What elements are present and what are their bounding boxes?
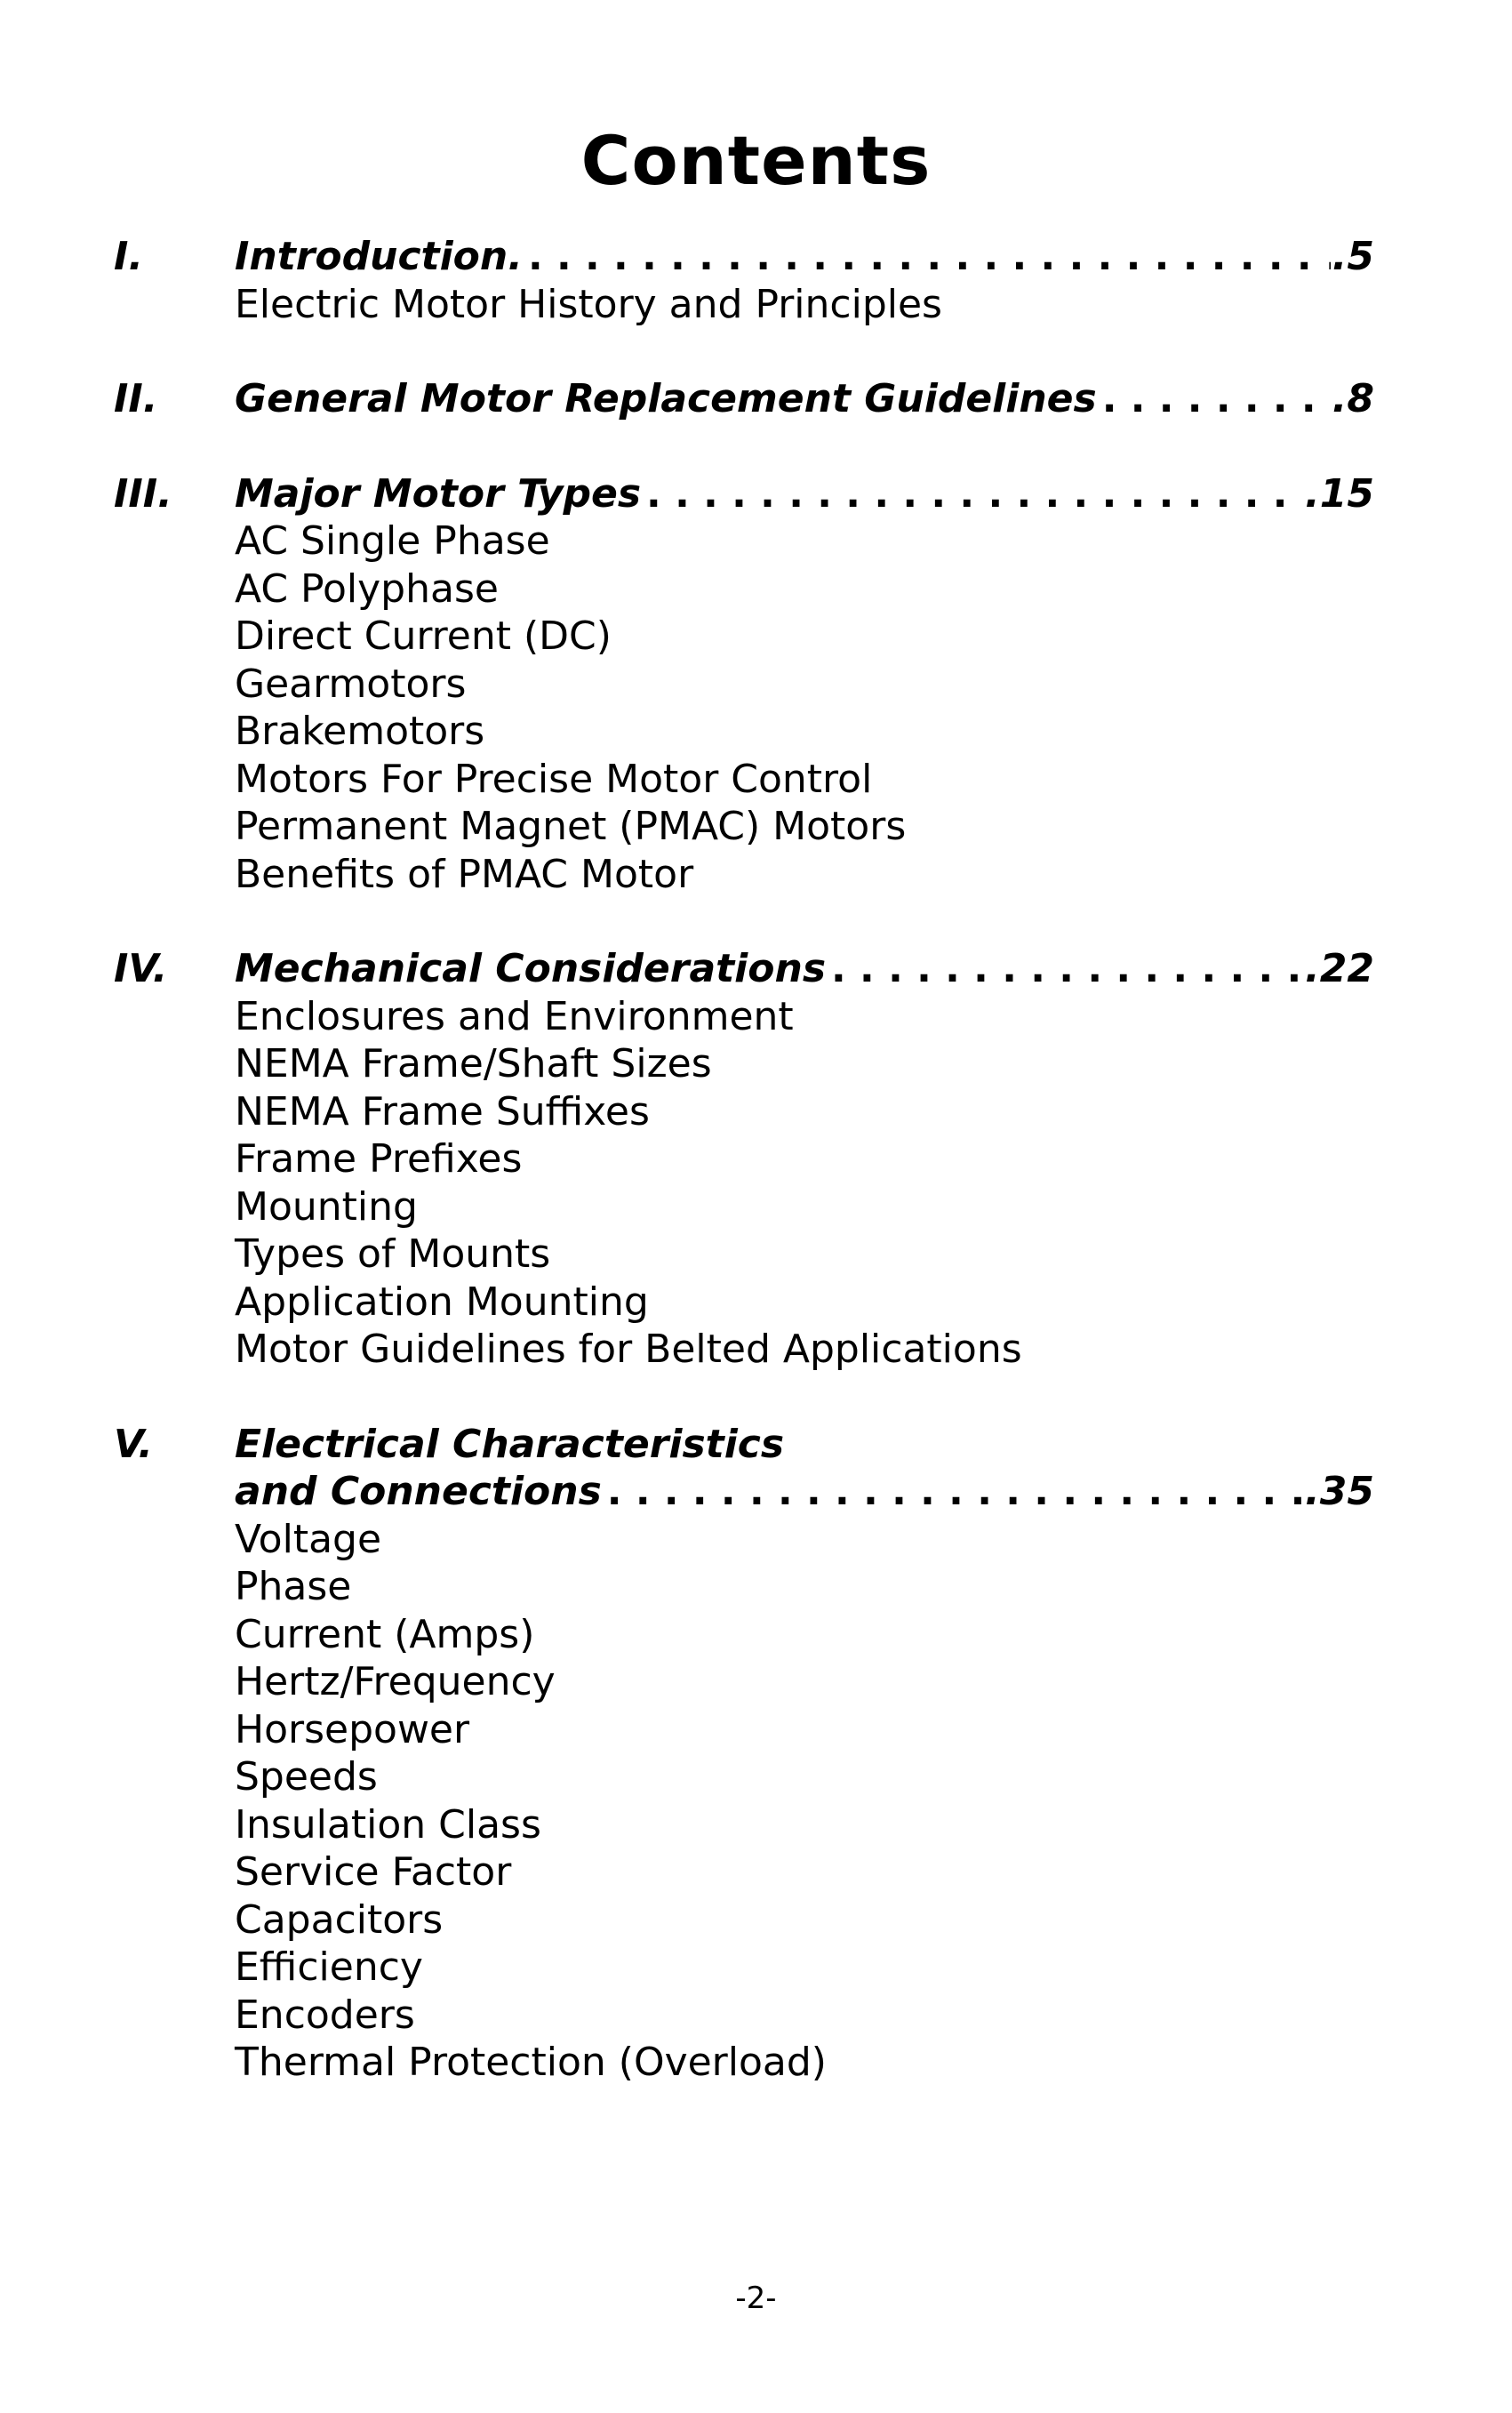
toc-subitem: Thermal Protection (Overload) bbox=[235, 2040, 827, 2085]
section-page-number: .22 bbox=[1305, 946, 1374, 991]
toc-subitem: Types of Mounts bbox=[235, 1231, 551, 1277]
toc-section bbox=[114, 945, 1374, 1374]
dot-leader bbox=[1097, 375, 1331, 423]
section-page-number: .5 bbox=[1332, 234, 1374, 279]
toc-subitem: Motors For Precise Motor Control bbox=[235, 756, 873, 802]
dot-leader bbox=[523, 233, 1331, 281]
toc-heading-row bbox=[114, 233, 1374, 281]
toc-subitem: Enclosures and Environment bbox=[235, 993, 794, 1039]
section-numeral: III. bbox=[114, 470, 172, 517]
section-page-number: .8 bbox=[1332, 376, 1374, 421]
section-numeral: II. bbox=[114, 376, 158, 421]
toc-heading-row bbox=[114, 1421, 1374, 1469]
section-heading: General Motor Replacement Guidelines bbox=[235, 376, 1097, 421]
toc-subitem: NEMA Frame/Shaft Sizes bbox=[235, 1041, 712, 1086]
toc-subitem: Benefits of PMAC Motor bbox=[235, 851, 694, 897]
dot-leader bbox=[826, 945, 1303, 993]
toc-subitem: Insulation Class bbox=[235, 1801, 541, 1848]
section-page-number: .15 bbox=[1305, 470, 1374, 517]
toc-subitem: Capacitors bbox=[235, 1896, 444, 1943]
toc-subitem: Electric Motor History and Principles bbox=[235, 281, 942, 327]
toc-subitem: Gearmotors bbox=[235, 661, 467, 707]
section-numeral: IV. bbox=[114, 946, 168, 991]
toc-subitem: Efficiency bbox=[235, 1944, 423, 1990]
table-of-contents bbox=[114, 233, 1374, 2134]
toc-subitem: Permanent Magnet (PMAC) Motors bbox=[235, 804, 907, 849]
toc-subitem: Hertz/Frequency bbox=[235, 1659, 556, 1704]
toc-subitem: Horsepower bbox=[235, 1706, 470, 1752]
toc-section bbox=[114, 1421, 1374, 2087]
toc-heading-row bbox=[114, 945, 1374, 993]
toc-subitem: Service Factor bbox=[235, 1849, 512, 1895]
toc-subitem: Frame Prefixes bbox=[235, 1136, 523, 1182]
dot-leader bbox=[641, 470, 1303, 518]
toc-subitem: Voltage bbox=[235, 1516, 382, 1562]
toc-subitem: AC Polyphase bbox=[235, 565, 499, 612]
toc-subitem: Current (Amps) bbox=[235, 1611, 535, 1657]
section-heading: Electrical Characteristics bbox=[235, 1421, 785, 1467]
toc-section bbox=[114, 233, 1374, 328]
toc-subitem: AC Single Phase bbox=[235, 518, 550, 564]
dot-leader bbox=[602, 1468, 1303, 1516]
toc-section bbox=[114, 375, 1374, 423]
toc-heading-row bbox=[114, 375, 1374, 423]
toc-subitem: Speeds bbox=[235, 1754, 378, 1800]
toc-subitem: NEMA Frame Suffixes bbox=[235, 1088, 650, 1134]
section-page-number: .35 bbox=[1305, 1469, 1374, 1514]
toc-subitem: Mounting bbox=[235, 1183, 418, 1230]
section-heading: Mechanical Considerations bbox=[235, 946, 827, 991]
section-heading: Major Motor Types bbox=[235, 470, 642, 517]
toc-subitem: Direct Current (DC) bbox=[235, 613, 612, 659]
toc-subitem: Phase bbox=[235, 1564, 352, 1609]
toc-subitem: Brakemotors bbox=[235, 709, 485, 754]
section-numeral: V. bbox=[114, 1421, 153, 1467]
section-heading: and Connections bbox=[235, 1469, 602, 1514]
section-numeral: I. bbox=[114, 234, 144, 279]
page-title: Contents bbox=[580, 121, 932, 200]
page-number-footer: -2- bbox=[735, 2281, 777, 2316]
toc-heading-row bbox=[114, 1468, 1374, 1516]
toc-heading-row bbox=[114, 470, 1374, 518]
toc-section bbox=[114, 470, 1374, 899]
toc-subitem: Encoders bbox=[235, 1992, 415, 2038]
toc-subitem: Application Mounting bbox=[235, 1279, 649, 1325]
toc-subitem: Motor Guidelines for Belted Applications bbox=[235, 1327, 1022, 1372]
section-heading: Introduction. bbox=[235, 234, 523, 279]
